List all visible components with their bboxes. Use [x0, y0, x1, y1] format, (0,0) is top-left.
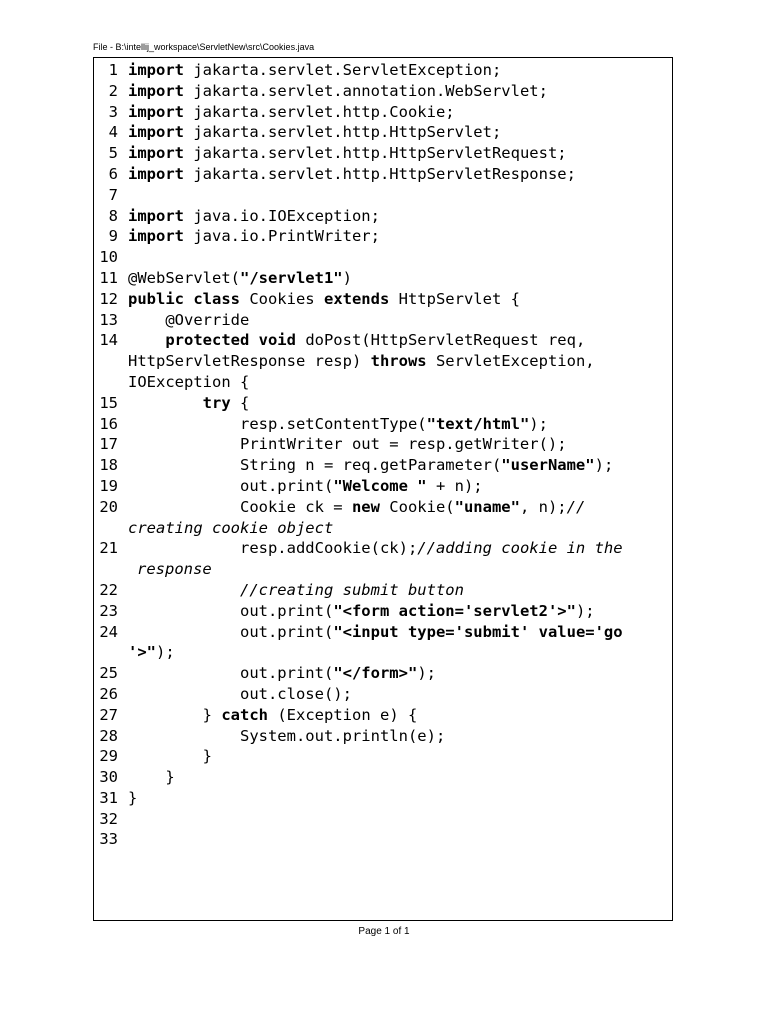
code-token: IOException { [128, 372, 250, 391]
code-line [94, 829, 672, 850]
line-number: 29 [99, 747, 118, 766]
code-line [94, 663, 672, 684]
code-comment: // [566, 497, 586, 516]
line-number: 1 [108, 61, 118, 79]
code-text [128, 81, 548, 102]
code-line [94, 226, 672, 247]
code-text [128, 268, 352, 289]
code-line [94, 414, 672, 435]
code-token: { [230, 393, 250, 412]
code-string: "text/html" [426, 414, 530, 433]
code-text [128, 518, 333, 539]
code-token [128, 331, 165, 349]
line-number: 32 [99, 809, 118, 828]
code-token: Cookies [239, 289, 324, 308]
code-line [94, 726, 672, 747]
code-text [128, 746, 212, 767]
code-token: out.print( [128, 601, 334, 620]
code-text [128, 206, 380, 227]
code-line-continuation [94, 559, 672, 580]
line-number: 13 [99, 310, 118, 329]
file-path-header: File - B:\intellij_workspace\ServletNew\src\Cookies.java [93, 42, 315, 52]
code-token: String n = req.getParameter( [128, 456, 502, 475]
code-keyword: catch [221, 705, 268, 724]
code-keyword: try [202, 393, 231, 412]
code-line [94, 393, 672, 414]
code-token: } [128, 788, 138, 807]
code-string: "userName" [501, 456, 595, 475]
line-number: 25 [99, 664, 118, 683]
code-token: ServletException, [426, 352, 595, 371]
code-line [94, 310, 672, 331]
code-text [128, 663, 436, 684]
code-token: doPost(HttpServletRequest req, [295, 331, 586, 350]
code-text [128, 434, 567, 455]
code-text [128, 705, 417, 726]
code-string: "Welcome " [333, 476, 427, 495]
code-line [94, 164, 672, 185]
line-number: 31 [99, 788, 118, 807]
code-token: out.close(); [128, 684, 352, 703]
code-comment: //creating submit button [239, 580, 464, 599]
code-line [94, 143, 672, 164]
code-token: (Exception e) { [268, 705, 418, 724]
code-token: jakarta.servlet.ServletException; [184, 61, 502, 79]
code-token: java.io.IOException; [184, 206, 380, 225]
code-keyword: import [128, 123, 184, 142]
code-text [128, 102, 455, 123]
line-number: 3 [108, 102, 118, 121]
code-line [94, 705, 672, 726]
line-number: 4 [108, 123, 118, 142]
code-token: resp.addCookie(ck); [128, 539, 418, 558]
code-line-continuation [94, 518, 672, 539]
code-comment: creating cookie object [128, 518, 334, 537]
line-number: 8 [108, 206, 118, 225]
code-text [128, 538, 623, 559]
code-keyword: import [128, 144, 184, 163]
code-line [94, 268, 672, 289]
code-line [94, 122, 672, 143]
code-token: out.print( [128, 622, 334, 641]
code-line [94, 746, 672, 767]
code-text [137, 559, 212, 580]
code-token: System.out.println(e); [128, 726, 446, 745]
code-keyword: throws [370, 352, 427, 371]
line-number: 19 [99, 476, 118, 495]
code-token: PrintWriter out = resp.getWriter(); [128, 435, 567, 454]
line-number: 14 [99, 331, 118, 350]
code-token [128, 581, 240, 599]
code-line [94, 809, 672, 830]
code-text [128, 476, 483, 497]
code-keyword: import [128, 81, 184, 100]
line-number: 16 [99, 414, 118, 433]
code-line-continuation [94, 351, 672, 372]
code-line [94, 247, 672, 268]
code-line [94, 60, 672, 81]
code-string: '>" [128, 643, 156, 662]
code-token: ); [417, 664, 436, 683]
code-text [128, 60, 501, 81]
code-line [94, 455, 672, 476]
code-token: jakarta.servlet.http.HttpServletRequest; [184, 144, 567, 163]
page-number: Page 1 of 1 [358, 926, 410, 937]
code-token: resp.setContentType( [128, 414, 427, 433]
code-line [94, 788, 672, 809]
code-text [128, 351, 595, 372]
code-line [94, 538, 672, 559]
code-string: "<input type='submit' value='go [333, 622, 623, 641]
code-token [128, 394, 203, 412]
code-keyword: import [128, 61, 184, 79]
code-text [128, 642, 175, 663]
line-number: 17 [99, 435, 118, 454]
code-text [128, 622, 623, 643]
code-line [94, 102, 672, 123]
code-token: + n); [426, 476, 483, 495]
code-token: ); [156, 643, 175, 662]
code-keyword: import [128, 102, 184, 121]
code-token: Cookie( [379, 497, 455, 516]
code-string: "<form action='servlet2'>" [333, 601, 576, 620]
line-number: 23 [99, 601, 118, 620]
code-token: java.io.PrintWriter; [184, 227, 380, 246]
code-string: "uname" [454, 497, 520, 516]
line-number: 28 [99, 726, 118, 745]
code-line [94, 330, 672, 351]
code-token: Cookie ck = [128, 497, 352, 516]
code-line [94, 206, 672, 227]
code-comment: response [137, 560, 212, 579]
code-text [128, 289, 520, 310]
code-line [94, 580, 672, 601]
line-number: 5 [108, 144, 118, 163]
code-keyword: public class [128, 289, 240, 308]
code-text [128, 330, 585, 351]
code-line [94, 497, 672, 518]
line-number: 15 [99, 393, 118, 412]
code-line [94, 434, 672, 455]
code-text [128, 414, 548, 435]
code-text [128, 393, 249, 414]
code-token: out.print( [128, 664, 334, 683]
code-text [128, 164, 576, 185]
code-keyword: import [128, 206, 184, 225]
code-token: } [128, 705, 222, 724]
code-text [128, 455, 613, 476]
code-token: jakarta.servlet.http.HttpServlet; [184, 123, 502, 142]
line-number: 22 [99, 580, 118, 599]
line-number: 10 [99, 248, 118, 267]
code-line [94, 684, 672, 705]
line-number: 12 [99, 289, 118, 308]
code-text [128, 310, 249, 331]
code-token: HttpServletResponse resp) [128, 352, 371, 371]
code-line [94, 601, 672, 622]
code-line [94, 622, 672, 643]
line-number: 33 [99, 830, 118, 849]
code-line-continuation [94, 642, 672, 663]
code-line [94, 476, 672, 497]
code-text [128, 767, 175, 788]
code-text [128, 601, 595, 622]
code-line [94, 767, 672, 788]
code-listing [93, 57, 673, 921]
code-token: @WebServlet( [128, 268, 240, 287]
code-keyword: import [128, 227, 184, 246]
code-token: ); [529, 414, 548, 433]
line-number: 20 [99, 497, 118, 516]
code-line [94, 185, 672, 206]
code-line-continuation [94, 372, 672, 393]
code-text [128, 788, 137, 809]
code-token: , n); [519, 497, 567, 516]
line-number: 30 [99, 768, 118, 787]
code-line [94, 289, 672, 310]
code-text [128, 143, 567, 164]
code-text [128, 226, 380, 247]
code-text [128, 497, 585, 518]
code-text [128, 684, 352, 705]
line-number: 11 [99, 268, 118, 287]
line-number: 27 [99, 705, 118, 724]
code-keyword: new [351, 497, 380, 516]
code-line [94, 81, 672, 102]
line-number: 2 [108, 81, 118, 100]
code-token: } [128, 747, 212, 766]
code-token: jakarta.servlet.http.Cookie; [184, 102, 455, 121]
code-string: "/servlet1" [239, 268, 343, 287]
code-token: } [128, 768, 175, 787]
line-number: 6 [108, 164, 118, 183]
code-token: @Override [128, 310, 250, 329]
line-number: 24 [99, 622, 118, 641]
code-string: "</form>" [333, 664, 418, 683]
line-number: 21 [99, 539, 118, 558]
code-token: HttpServlet { [389, 289, 520, 308]
code-text [128, 372, 249, 393]
code-keyword: import [128, 164, 184, 183]
code-comment: //adding cookie in the [417, 539, 623, 558]
line-number: 7 [108, 185, 118, 204]
line-number: 18 [99, 456, 118, 475]
code-token: jakarta.servlet.annotation.WebServlet; [184, 81, 548, 100]
code-token: ) [342, 268, 352, 287]
code-token: ); [575, 601, 595, 620]
code-token: out.print( [128, 476, 334, 495]
code-lines-container [94, 60, 672, 850]
line-number: 9 [108, 227, 118, 246]
code-text [128, 580, 464, 601]
code-keyword: protected void [165, 331, 296, 350]
code-token: ); [594, 456, 614, 475]
line-number: 26 [99, 684, 118, 703]
code-keyword: extends [323, 289, 390, 308]
code-token: jakarta.servlet.http.HttpServletResponse; [184, 164, 576, 183]
code-text [128, 726, 445, 747]
code-text [128, 122, 501, 143]
